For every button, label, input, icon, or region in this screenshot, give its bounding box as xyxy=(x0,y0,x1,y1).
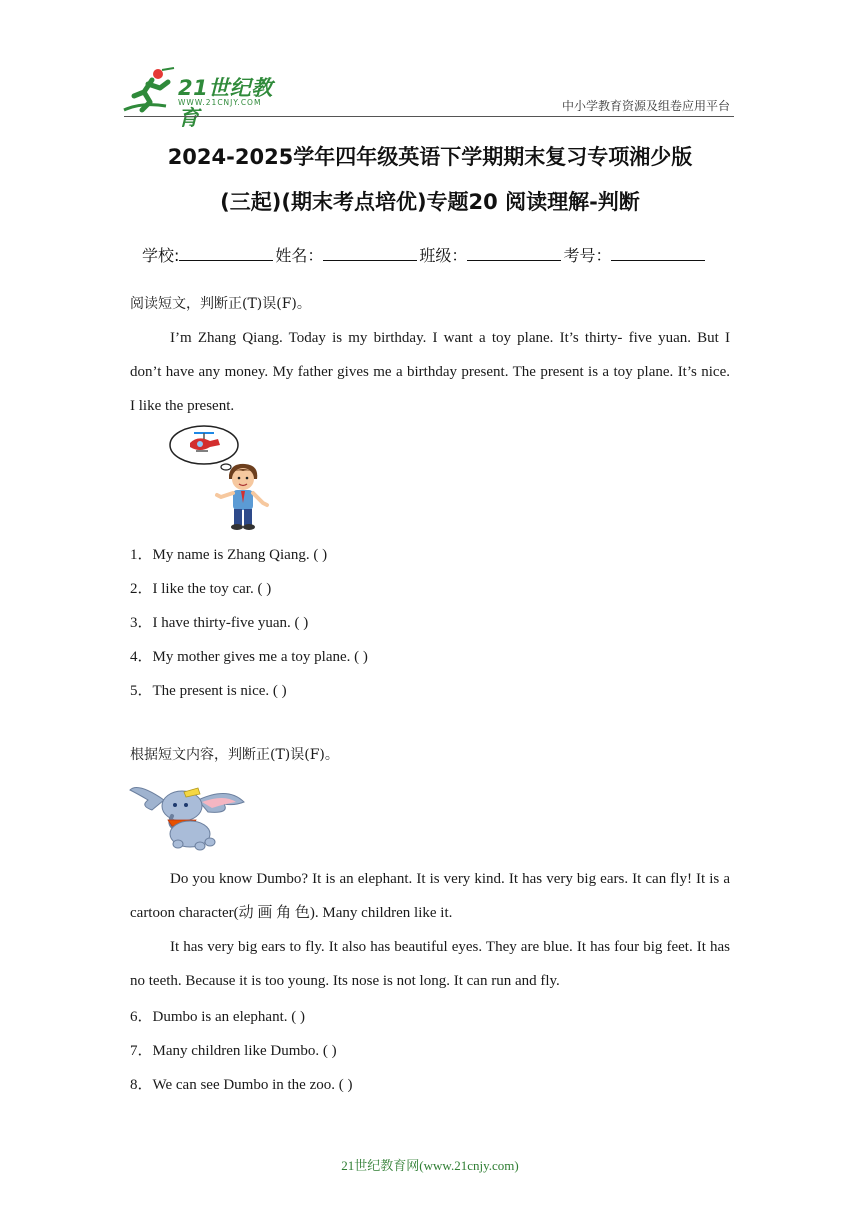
logo-text: 21世纪教育 xyxy=(178,76,273,130)
passage-line: I like the present. xyxy=(130,398,235,414)
question-item xyxy=(130,1039,337,1060)
class-label: 班级： xyxy=(419,246,468,265)
question-number: 3． xyxy=(130,615,153,631)
question-text: We can see Dumbo in the zoo. ( ) xyxy=(152,1077,353,1093)
dumbo-elephant-icon xyxy=(128,780,246,852)
site-logo[interactable] xyxy=(122,66,292,130)
section2-passage-p1 xyxy=(130,862,730,930)
header-divider xyxy=(124,116,734,117)
question-number: 2． xyxy=(130,581,153,597)
question-text: My name is Zhang Qiang. ( ) xyxy=(152,547,328,563)
question-number: 7． xyxy=(130,1043,153,1059)
question-text: Dumbo is an elephant. ( ) xyxy=(152,1009,305,1025)
name-blank[interactable] xyxy=(323,246,417,261)
platform-tagline: 中小学教育资源及组卷应用平台 xyxy=(561,99,730,113)
section1-instruction: 阅读短文，判断正(T)误(F)。 xyxy=(130,296,311,312)
school-blank[interactable] xyxy=(179,246,273,261)
runner-logo-icon xyxy=(122,66,178,116)
question-text: Many children like Dumbo. ( ) xyxy=(152,1043,337,1059)
question-number: 6． xyxy=(130,1009,153,1025)
student-info-row xyxy=(142,243,707,266)
section2-instruction: 根据短文内容，判断正(T)误(F)。 xyxy=(130,747,339,763)
section2-passage-p2 xyxy=(130,930,730,998)
section1-passage xyxy=(130,321,730,423)
passage-line: no teeth. Because it is too young. Its nose is not long. It can run and fly. xyxy=(130,973,560,989)
logo-url: WWW.21CNJY.COM xyxy=(178,98,262,107)
exam-no-blank[interactable] xyxy=(611,246,705,261)
question-number: 4． xyxy=(130,649,153,665)
passage-line: don’t have any money. My father gives me a birthday present. The present is a toy plane. It’s nice. xyxy=(130,364,730,380)
passage-line: Do you know Dumbo? It is an elephant. It is very kind. It has very big ears. It can fly! It is a xyxy=(170,871,730,887)
passage-line: I’m Zhang Qiang. Today is my birthday. I want a toy plane. It’s thirty- five yuan. But I xyxy=(170,330,730,346)
question-text: I like the toy car. ( ) xyxy=(152,581,272,597)
question-item xyxy=(130,1005,305,1026)
footer-link[interactable]: 21世纪教育网(www.21cnjy.com) xyxy=(341,1158,519,1173)
school-label: 学校: xyxy=(142,246,180,265)
page-title-line-2: (三起)(期末考点培优)专题20 阅读理解-判断 xyxy=(220,190,640,214)
name-label: 姓名： xyxy=(275,246,324,265)
boy-illustration-icon xyxy=(213,461,273,533)
page-title-line-1: 2024-2025学年四年级英语下学期期末复习专项湘少版 xyxy=(167,145,693,169)
question-text: I have thirty-five yuan. ( ) xyxy=(152,615,309,631)
question-item xyxy=(130,611,308,632)
question-item xyxy=(130,679,287,700)
question-item xyxy=(130,645,368,666)
exam-no-label: 考号： xyxy=(563,246,612,265)
class-blank[interactable] xyxy=(467,246,561,261)
question-text: The present is nice. ( ) xyxy=(152,683,287,699)
passage-line: cartoon character(动 画 角 色). Many children like it. xyxy=(130,905,453,921)
question-text: My mother gives me a toy plane. ( ) xyxy=(152,649,368,665)
question-item xyxy=(130,543,327,564)
question-number: 1． xyxy=(130,547,153,563)
question-number: 8． xyxy=(130,1077,153,1093)
question-item xyxy=(130,577,271,598)
question-number: 5． xyxy=(130,683,153,699)
question-item xyxy=(130,1073,353,1094)
passage-line: It has very big ears to fly. It also has beautiful eyes. They are blue. It has four big feet. It has xyxy=(170,939,730,955)
